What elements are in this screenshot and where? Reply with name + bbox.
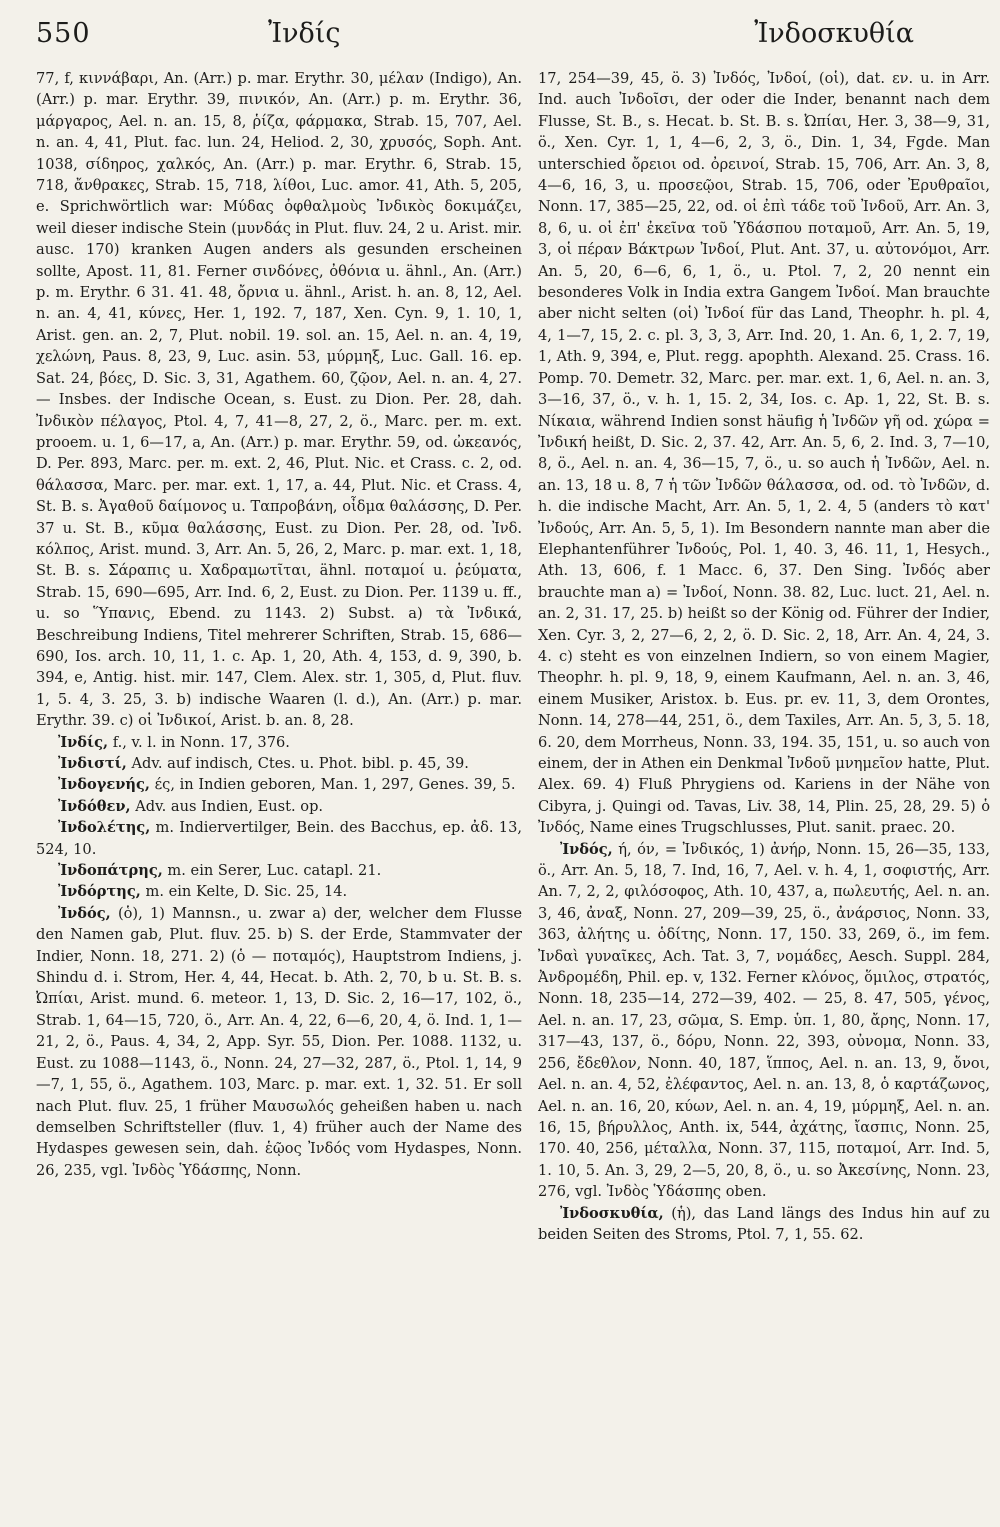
- entry-text: 77, f, κιννάβαρι, An. (Arr.) p. mar. Erythr. 30, μέλαν (Indigo), An. (Arr.) p. mar. Erythr. 39, πινικόν, An. (Arr.) p. m. Erythr. 36, μάργαρος, Ael. n. an. 15, 8, ῥίζα, φάρμακα, Strab. 15, 707, Ael. n. an. 4, 41, Plut. fac. lun. 24, Heliod. 2, 30, χρυσός, Soph. Ant. 1038, σίδηρος, χαλκός, An. (Arr.) p. mar. Erythr. 6, Strab. 15, 718, ἄνθρακες, Strab. 15, 718, λίθοι, Luc. amor. 41, Ath. 5, 205, e. Sprichwörtlich war: Μύδας ὀφθαλμοὺς Ἰνδικὸς δοκιμάζει, weil dieser indische Stein (μυνδάς in Plut. fluv. 24, 2 u. Arist. mir. ausc. 170) kranken Augen anders als gesunden erscheinen sollte, Apost. 11, 81. Ferner σινδόνες, ὀθόνια u. ähnl., An. (Arr.) p. m. Erythr. 6 31. 41. 48, ὄρνια u. ähnl., Arist. h. an. 8, 12, Ael. n. an. 4, 41, κύνες, Her. 1, 192. 7, 187, Xen. Cyn. 9, 1. 10, 1, Arist. gen. an. 2, 7, Plut. nobil. 19. sol. an. 15, Ael. n. an. 4, 19, χελώνη, Paus. 8, 23, 9, Luc. asin. 53, μύρμηξ, Luc. Gall. 16. ep. Sat. 24, βόες, D. Sic. 3, 31, Agathem. 60, ζῷον, Ael. n. an. 4, 27. — Insbes. der Indische Ocean, s. Eust. zu Dion. Per. 28, dah. Ἰνδικὸν πέλαγος, Ptol. 4, 7, 41—8, 27, 2, ö., Marc. per. m. ext. prooem. u. 1, 6—17, a, An. (Arr.) p. mar. Erythr. 59, od. ὠκεανός, D. Per. 893, Marc. per. m. ext. 2, 46, Plut. Nic. et Crass. c. 2, od. θάλασσα, Marc. per. mar. ext. 1, 17, a. 44, Plut. Nic. et Crass. 4, St. B. s. Ἀγαθοῦ δαίμονος u. Ταπροβάνη, οἶδμα θαλάσσης, D. Per. 37 u. St. B., κῦμα θαλάσσης, Eust. zu Dion. Per. 28, od. Ἰνδ. κόλπος, Arist. mund. 3, Arr. An. 5, 26, 2, Marc. p. mar. ext. 1, 18, St. B. s. Σάραπις u. Χαδραμωτῖται, ähnl. ποταμοί u. ῥεύματα, Strab. 15, 690—695, Arr. Ind. 6, 2, Eust. zu Dion. Per. 1139 u. ff., u. so Ὕπανις, Ebend. zu 1143. 2) Subst. a) τὰ Ἰνδικά, Beschreibung Indiens, Titel mehrerer Schriften, Strab. 15, 686—690, Ios. arch. 10, 11, 1. c. Ap. 1, 20, Ath. 4, 153, d. 9, 390, b. 394, e, Antig. hist. mir. 147, Clem. Alex. str. 1, 305, d, Plut. fluv. 1, 5. 4, 3. 25, 3. b) indische Waaren (l. d.), An. (Arr.) p. mar. Erythr. 39. c) οἱ Ἰνδικοί, Arist. b. an. 8, 28.: [36, 70, 522, 730]
- entry-text: 17, 254—39, 45, ö. 3) Ἰνδός, Ἰνδοί, (οἱ), dat. εν. u. in Arr. Ind. auch Ἰνδοῖσι, der oder die Inder, benannt nach dem Flusse, St. B., s. Hecat. b. St. B. s. Ὠπίαι, Her. 3, 38—9, 31, ö., Xen. Cyr. 1, 1, 4—6, 2, 3, ö., Din. 1, 34, Fgde. Man unterschied ὄρειοι od. ὀρεινοί, Strab. 15, 706, Arr. An. 3, 8, 4—6, 16, 3, u. προσεῷοι, Strab. 15, 706, oder Ἐρυθραῖοι, Nonn. 17, 385—25, 22, od. οἱ ἐπὶ τάδε τοῦ Ἰνδοῦ, Arr. An. 3, 8, 6, u. οἱ ἐπ' ἐκεῖνα τοῦ Ὑδάσπου ποταμοῦ, Arr. An. 5, 19, 3, οἱ πέραν Βάκτρων Ἰνδοί, Plut. Ant. 37, u. αὐτονόμοι, Arr. An. 5, 20, 6—6, 6, 1, ö., u. Ptol. 7, 2, 20 nennt ein besonderes Volk in India extra Gangem Ἰνδοί. Man brauchte aber nicht selten (οἱ) Ἰνδοί für das Land, Theophr. h. pl. 4, 4, 1—7, 15, 2. c. pl. 3, 3, 3, Arr. Ind. 20, 1. An. 6, 1, 2. 7, 19, 1, Ath. 9, 394, e, Plut. regg. apophth. Alexand. 25. Crass. 16. Pomp. 70. Demetr. 32, Marc. per. mar. ext. 1, 6, Ael. n. an. 3, 3—16, 37, ö., v. h. 1, 15. 2, 34, Ios. c. Ap. 1, 22, St. B. s. Νίκαια, während Indien sonst häufig ἡ Ἰνδῶν γῆ od. χώρα = Ἰνδική heißt, D. Sic. 2, 37. 42, Arr. An. 5, 6, 2. Ind. 3, 7—10, 8, ö., Ael. n. an. 4, 36—15, 7, ö., u. so auch ἡ Ἰνδῶν, Ael. n. an. 13, 18 u. 8, 7 ἡ τῶν Ἰνδῶν θάλασσα, od. od. τὸ Ἰνδῶν, d. h. die indische Macht, Arr. An. 5, 1, 2. 4, 5 (anders τὸ κατ' Ἰνδούς, Arr. An. 5, 5, 1). Im Besondern nannte man aber die Elephantenführer Ἰνδούς, Pol. 1, 40. 3, 46. 11, 1, Hesych., Ath. 13, 606, f. 1 Macc. 6, 37. Den Sing. Ἰνδός aber brauchte man a) = Ἰνδοί, Nonn. 38. 82, Luc. luct. 21, Ael. n. an. 2, 31. 17, 25. b) heißt so der König od. Führer der Indier, Xen. Cyr. 3, 2, 27—6, 2, 2, ö. D. Sic. 2, 18, Arr. An. 4, 24, 3. 4. c) steht es von einzelnen Indiern, so von einem Magier, Theophr. h. pl. 9, 18, 9, einem Kaufmann, Ael. n. an. 3, 46, einem Musiker, Aristox. b. Eus. pr. ev. 11, 3, dem Orontes, Nonn. 14, 278—44, 251, ö., dem Taxiles, Arr. An. 5, 3, 5. 18, 6. 20, dem Morrheus, Nonn. 33, 194. 35, 151, u. so auch von einem, der in Athen ein Denkmal Ἰνδοῦ μνημεῖον hatte, Plut. Alex. 69. 4) Fluß Phrygiens od. Kariens in der Nähe von Cibyra, j. Quingi od. Tavas, Liv. 38, 14, Plin. 25, 28, 29. 5) ὁ Ἰνδός, Name eines Trugschlusses, Plut. sanit. praec. 20.: [538, 70, 990, 837]
- entry-headword: Ἰνδίς,: [58, 733, 109, 751]
- dictionary-entry: [36, 774, 522, 795]
- dictionary-entry: [36, 732, 522, 753]
- dictionary-entry: [36, 881, 522, 902]
- entry-text: ή, όν, = Ἰνδικός, 1) ἀνήρ, Nonn. 15, 26—35, 133, ö., Arr. An. 5, 18, 7. Ind, 16, 7, Ael. v. h. 4, 1, σοφιστής, Arr. An. 7, 2, 2, φιλόσοφος, Ath. 10, 437, a, πωλευτής, Ael. n. an. 3, 46, ἀναξ, Nonn. 27, 209—39, 25, ö., ἀνάρσιος, Nonn. 33, 363, ἀλήτης u. ὁδίτης, Nonn. 17, 150. 33, 269, ö., im fem. Ἰνδαὶ γυναῖκες, Ach. Tat. 3, 7, νομάδες, Aesch. Suppl. 284, Ἀνδρομέδη, Phil. ep. v, 132. Ferner κλόνος, ὅμιλος, στρατός, Nonn. 18, 235—14, 272—39, 402. — 25, 8. 47, 505, γένος, Ael. n. an. 17, 23, σῶμα, S. Emp. ὑπ. 1, 80, ἄρης, Nonn. 17, 317—43, 137, ö., δόρυ, Nonn. 22, 393, οὐνομα, Nonn. 33, 256, ἔδεθλον, Nonn. 40, 187, ἵππος, Ael. n. an. 13, 9, ὄνοι, Ael. n. an. 4, 52, ἐλέφαντος, Ael. n. an. 13, 8, ὁ καρτάζωνος, Ael. n. an. 16, 20, κύων, Ael. n. an. 4, 19, μύρμηξ, Ael. n. an. 16, 15, βήρυλλος, Anth. ix, 544, ἀχάτης, ἴασπις, Nonn. 25, 170. 40, 256, μέταλλα, Nonn. 37, 115, ποταμοί, Arr. Ind. 5, 1. 10, 5. An. 3, 29, 2—5, 20, 8, ö., u. so Ἀκεσίνης, Nonn. 23, 276, vgl. Ἰνδὸς Ὑδάσπης oben.: [538, 840, 990, 1201]
- entry-headword: Ἰνδοσκυθία,: [560, 1204, 664, 1222]
- entry-text: (ἡ), das Land längs des Indus hin auf zu beiden Seiten des Stroms, Ptol. 7, 1, 55. 62.: [538, 1204, 990, 1243]
- entry-headword: Ἰνδολέτης,: [58, 819, 151, 837]
- dictionary-entry: [36, 817, 522, 860]
- entry-text: Adv. auf indisch, Ctes. u. Phot. bibl. p. 45, 39.: [126, 755, 469, 772]
- left-running-headword: Ἰνδίς: [268, 18, 341, 49]
- entry-text: m. ein Kelte, D. Sic. 25, 14.: [140, 883, 348, 901]
- entry-headword: Ἰνδογενής,: [58, 776, 150, 794]
- entry-headword: Ἰνδός,: [560, 840, 613, 858]
- entry-continuation: [538, 68, 990, 839]
- entry-headword: Ἰνδός,: [58, 904, 111, 922]
- entry-text: m. Indiervertilger, Bein. des Bacchus, ep. ἀδ. 13, 524, 10.: [36, 819, 522, 858]
- dictionary-entry: [538, 839, 990, 1203]
- entry-text: ές, in Indien geboren, Man. 1, 297, Genes. 39, 5.: [149, 776, 516, 794]
- entry-text: (ὁ), 1) Mannsn., u. zwar a) der, welcher dem Flusse den Namen gab, Plut. fluv. 25. b) S. der Erde, Stammvater der Indier, Nonn. 18, 271. 2) (ὁ — ποταμός), Hauptstrom Indiens, j. Shindu d. i. Strom, Her. 4, 44, Hecat. b. Ath. 2, 70, b u. St. B. s. Ὠπίαι, Arist. mund. 6. meteor. 1, 13, D. Sic. 2, 16—17, 102, ö., Strab. 1, 64—15, 720, ö., Arr. An. 4, 22, 6—6, 20, 4, ö. Ind. 1, 1—21, 2, ö., Paus. 4, 34, 2, App. Syr. 55, Dion. Per. 1088. 1132, u. Eust. zu 1088—1143, ö., Nonn. 24, 27—32, 287, ö., Ptol. 1, 14, 9—7, 1, 55, ö., Agathem. 103, Marc. p. mar. ext. 1, 32. 51. Er soll nach Plut. fluv. 25, 1 früher Μαυσωλός geheißen haben u. nach demselben Schriftsteller (fluv. 1, 4) früher auch der Name des Hydaspes gewesen sein, dah. ἑῷος Ἰνδός vom Hydaspes, Nonn. 26, 235, vgl. Ἰνδὸς Ὑδάσπης, Nonn.: [36, 904, 522, 1179]
- entry-headword: Ἰνδόθεν,: [58, 797, 131, 815]
- dictionary-entry: [36, 860, 522, 881]
- right-column: [538, 68, 990, 1518]
- entry-headword: Ἰνδοπάτρης,: [58, 862, 163, 880]
- dictionary-entry: [36, 753, 522, 774]
- entry-continuation: [36, 68, 522, 732]
- right-running-headword: Ἰνδοσκυθία: [754, 18, 914, 49]
- dictionary-entry: [36, 796, 522, 817]
- page-number: 550: [36, 18, 91, 49]
- entry-text: f., v. l. in Nonn. 17, 376.: [108, 733, 290, 751]
- entry-headword: Ἰνδιστί,: [58, 755, 127, 772]
- running-header: [36, 14, 964, 58]
- left-column: [36, 68, 522, 1518]
- dictionary-entry: [36, 903, 522, 1181]
- entry-text: m. ein Serer, Luc. catapl. 21.: [162, 862, 382, 880]
- dictionary-entry: [538, 1203, 990, 1246]
- entry-headword: Ἰνδόρτης,: [58, 883, 141, 901]
- entry-text: Adv. aus Indien, Eust. op.: [130, 797, 324, 815]
